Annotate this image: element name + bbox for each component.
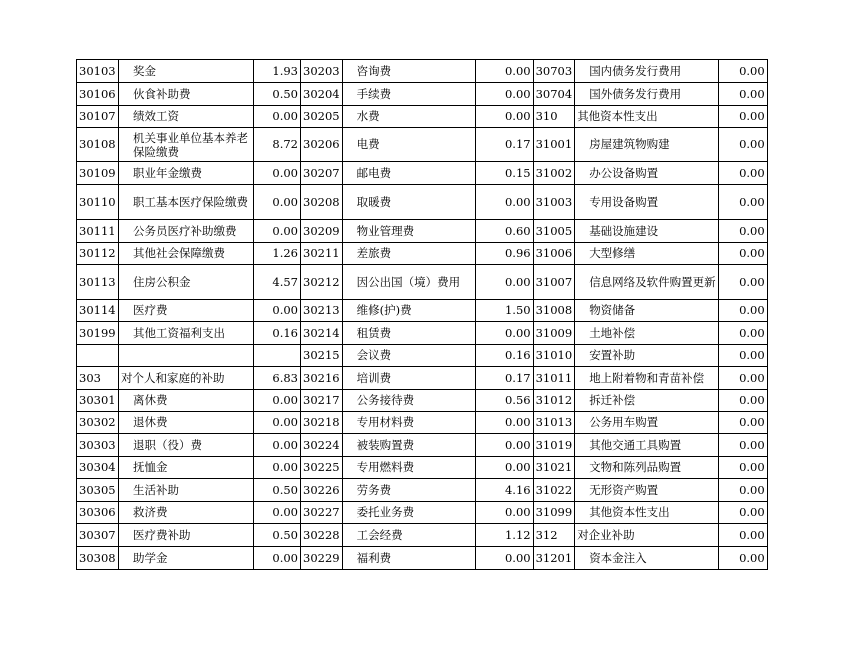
item-amount: 0.00: [475, 502, 533, 524]
item-code: 30703: [533, 60, 575, 83]
item-name: 大型修缮: [575, 243, 719, 265]
item-name: 水费: [342, 106, 475, 128]
item-name: 租赁费: [342, 322, 475, 345]
item-name: 公务接待费: [342, 390, 475, 412]
item-code: 30225: [301, 457, 343, 479]
item-code: 31001: [533, 128, 575, 162]
item-name: 救济费: [119, 502, 254, 524]
item-name: 伙食补助费: [119, 83, 254, 106]
item-code: 312: [533, 524, 575, 547]
item-code: 30306: [77, 502, 119, 524]
item-code: 30218: [301, 412, 343, 434]
item-amount: 0.00: [718, 60, 767, 83]
table-row: [77, 60, 768, 83]
item-amount: 0.15: [475, 162, 533, 185]
table-row: [77, 322, 768, 345]
item-name: 专用燃料费: [342, 457, 475, 479]
table-row: [77, 106, 768, 128]
item-name: 基础设施建设: [575, 220, 719, 243]
item-name: 奖金: [119, 60, 254, 83]
item-name: 拆迁补偿: [575, 390, 719, 412]
item-amount: 0.00: [254, 434, 301, 457]
item-code: 30305: [77, 479, 119, 502]
item-name: 培训费: [342, 367, 475, 390]
item-code: 31022: [533, 479, 575, 502]
table-row: [77, 457, 768, 479]
table-row: [77, 243, 768, 265]
item-amount: 0.00: [254, 412, 301, 434]
item-code: 30215: [301, 345, 343, 367]
item-name: 委托业务费: [342, 502, 475, 524]
table-body: [77, 60, 768, 570]
item-name: 会议费: [342, 345, 475, 367]
item-amount: 0.00: [254, 502, 301, 524]
item-code: 30109: [77, 162, 119, 185]
item-amount: 0.00: [718, 479, 767, 502]
item-amount: 0.00: [254, 547, 301, 570]
table-row: [77, 162, 768, 185]
item-amount: 0.00: [475, 547, 533, 570]
item-amount: [254, 345, 301, 367]
item-amount: 0.00: [718, 128, 767, 162]
item-name: 专用材料费: [342, 412, 475, 434]
item-amount: 0.00: [254, 220, 301, 243]
item-amount: 0.00: [475, 434, 533, 457]
item-code: 30114: [77, 300, 119, 322]
item-code: 30112: [77, 243, 119, 265]
item-code: 30211: [301, 243, 343, 265]
item-name: 专用设备购置: [575, 185, 719, 220]
item-name: 抚恤金: [119, 457, 254, 479]
item-code: 31006: [533, 243, 575, 265]
item-name: 国内债务发行费用: [575, 60, 719, 83]
item-amount: 0.00: [718, 412, 767, 434]
item-name: 离休费: [119, 390, 254, 412]
item-code: 31009: [533, 322, 575, 345]
item-name: 被装购置费: [342, 434, 475, 457]
item-name: 取暖费: [342, 185, 475, 220]
item-code: 31010: [533, 345, 575, 367]
item-amount: 0.50: [254, 524, 301, 547]
item-amount: 0.00: [718, 185, 767, 220]
item-code: 31008: [533, 300, 575, 322]
item-code: 30207: [301, 162, 343, 185]
item-name: 机关事业单位基本养老保险缴费: [119, 128, 254, 162]
item-amount: 6.83: [254, 367, 301, 390]
item-code: 30213: [301, 300, 343, 322]
item-code: 30206: [301, 128, 343, 162]
item-code: 30208: [301, 185, 343, 220]
item-name: 房屋建筑物购建: [575, 128, 719, 162]
item-amount: 0.00: [718, 367, 767, 390]
item-amount: 0.00: [718, 390, 767, 412]
item-amount: 0.50: [254, 83, 301, 106]
item-amount: 0.00: [718, 106, 767, 128]
item-name: 医疗费补助: [119, 524, 254, 547]
item-name: 差旅费: [342, 243, 475, 265]
item-amount: 0.56: [475, 390, 533, 412]
item-amount: 1.50: [475, 300, 533, 322]
item-amount: 4.57: [254, 265, 301, 300]
item-code: 31012: [533, 390, 575, 412]
item-code: 30107: [77, 106, 119, 128]
item-code: 30307: [77, 524, 119, 547]
item-code: [77, 345, 119, 367]
item-code: 31013: [533, 412, 575, 434]
item-amount: 0.00: [475, 60, 533, 83]
item-name: 信息网络及软件购置更新: [575, 265, 719, 300]
item-name: 因公出国（境）费用: [342, 265, 475, 300]
item-name: 国外债务发行费用: [575, 83, 719, 106]
item-code: 30111: [77, 220, 119, 243]
item-name: 其他工资福利支出: [119, 322, 254, 345]
item-code: 30229: [301, 547, 343, 570]
item-code: 31003: [533, 185, 575, 220]
table-row: [77, 265, 768, 300]
item-amount: 0.16: [254, 322, 301, 345]
item-name: 手续费: [342, 83, 475, 106]
item-amount: 0.00: [475, 265, 533, 300]
item-code: 31007: [533, 265, 575, 300]
item-amount: 0.00: [718, 243, 767, 265]
item-amount: 0.00: [254, 390, 301, 412]
item-amount: 0.00: [475, 322, 533, 345]
table-row: [77, 412, 768, 434]
table-row: [77, 524, 768, 547]
item-name: 土地补偿: [575, 322, 719, 345]
item-name: 资本金注入: [575, 547, 719, 570]
item-code: 30704: [533, 83, 575, 106]
item-name: 办公设备购置: [575, 162, 719, 185]
item-amount: 8.72: [254, 128, 301, 162]
item-code: 31019: [533, 434, 575, 457]
item-code: 30216: [301, 367, 343, 390]
item-amount: 0.00: [718, 502, 767, 524]
item-amount: 0.00: [718, 457, 767, 479]
item-amount: 0.00: [254, 457, 301, 479]
item-code: 30108: [77, 128, 119, 162]
item-name: 安置补助: [575, 345, 719, 367]
item-code: 30228: [301, 524, 343, 547]
item-amount: 0.00: [718, 265, 767, 300]
item-amount: 4.16: [475, 479, 533, 502]
table-row: [77, 185, 768, 220]
item-name: 无形资产购置: [575, 479, 719, 502]
item-code: 30214: [301, 322, 343, 345]
item-amount: 0.60: [475, 220, 533, 243]
item-amount: 0.50: [254, 479, 301, 502]
item-amount: 0.00: [475, 457, 533, 479]
item-name: 维修(护)费: [342, 300, 475, 322]
item-amount: 0.00: [718, 162, 767, 185]
item-code: 30205: [301, 106, 343, 128]
item-amount: 0.96: [475, 243, 533, 265]
table-row: [77, 502, 768, 524]
item-code: 30209: [301, 220, 343, 243]
item-code: 31021: [533, 457, 575, 479]
item-code: 30301: [77, 390, 119, 412]
table-row: [77, 367, 768, 390]
item-name: 医疗费: [119, 300, 254, 322]
item-name: 职工基本医疗保险缴费: [119, 185, 254, 220]
item-amount: 0.00: [718, 434, 767, 457]
item-name: 物资储备: [575, 300, 719, 322]
item-name: 其他资本性支出: [575, 106, 719, 128]
item-name: 生活补助: [119, 479, 254, 502]
item-code: 303: [77, 367, 119, 390]
item-code: 30224: [301, 434, 343, 457]
item-name: 对企业补助: [575, 524, 719, 547]
item-amount: 0.00: [254, 300, 301, 322]
item-code: 30199: [77, 322, 119, 345]
item-code: 30204: [301, 83, 343, 106]
item-code: 31011: [533, 367, 575, 390]
item-code: 31201: [533, 547, 575, 570]
item-code: 31002: [533, 162, 575, 185]
item-name: 退职（役）费: [119, 434, 254, 457]
table-row: [77, 434, 768, 457]
item-name: 电费: [342, 128, 475, 162]
item-code: 30303: [77, 434, 119, 457]
item-code: 30113: [77, 265, 119, 300]
item-code: 30217: [301, 390, 343, 412]
item-code: 30203: [301, 60, 343, 83]
item-amount: 0.00: [718, 322, 767, 345]
item-amount: 0.00: [475, 83, 533, 106]
table-row: [77, 547, 768, 570]
item-amount: 0.00: [254, 106, 301, 128]
item-code: 30110: [77, 185, 119, 220]
item-code: 310: [533, 106, 575, 128]
item-amount: 0.00: [718, 300, 767, 322]
item-code: 30302: [77, 412, 119, 434]
item-amount: 1.12: [475, 524, 533, 547]
table-row: [77, 345, 768, 367]
item-code: 30212: [301, 265, 343, 300]
item-name: 物业管理费: [342, 220, 475, 243]
item-amount: 0.00: [718, 547, 767, 570]
table-row: [77, 479, 768, 502]
item-name: 邮电费: [342, 162, 475, 185]
item-amount: 0.00: [254, 162, 301, 185]
item-amount: 0.17: [475, 128, 533, 162]
table-row: [77, 300, 768, 322]
item-name: 绩效工资: [119, 106, 254, 128]
item-amount: 0.00: [254, 185, 301, 220]
item-amount: 1.26: [254, 243, 301, 265]
item-amount: 0.00: [718, 345, 767, 367]
item-name: 其他社会保障缴费: [119, 243, 254, 265]
item-name: 公务员医疗补助缴费: [119, 220, 254, 243]
item-name: 公务用车购置: [575, 412, 719, 434]
table-row: [77, 390, 768, 412]
item-amount: 0.00: [475, 106, 533, 128]
item-name: 住房公积金: [119, 265, 254, 300]
expenditure-table: [76, 59, 768, 570]
item-name: 咨询费: [342, 60, 475, 83]
item-name: 退休费: [119, 412, 254, 434]
item-name: 福利费: [342, 547, 475, 570]
item-amount: 0.00: [718, 524, 767, 547]
item-code: 31099: [533, 502, 575, 524]
item-amount: 0.00: [475, 412, 533, 434]
item-amount: 1.93: [254, 60, 301, 83]
table-row: [77, 220, 768, 243]
item-name: 工会经费: [342, 524, 475, 547]
item-code: 30304: [77, 457, 119, 479]
item-name: 其他资本性支出: [575, 502, 719, 524]
item-name: [119, 345, 254, 367]
table-row: [77, 128, 768, 162]
item-amount: 0.00: [718, 220, 767, 243]
item-name: 地上附着物和青苗补偿: [575, 367, 719, 390]
item-name: 对个人和家庭的补助: [119, 367, 254, 390]
item-amount: 0.00: [718, 83, 767, 106]
item-amount: 0.17: [475, 367, 533, 390]
table-row: [77, 83, 768, 106]
item-name: 文物和陈列品购置: [575, 457, 719, 479]
item-amount: 0.00: [475, 185, 533, 220]
item-code: 30106: [77, 83, 119, 106]
item-name: 助学金: [119, 547, 254, 570]
item-code: 30308: [77, 547, 119, 570]
item-code: 31005: [533, 220, 575, 243]
item-code: 30226: [301, 479, 343, 502]
item-name: 其他交通工具购置: [575, 434, 719, 457]
item-name: 劳务费: [342, 479, 475, 502]
item-code: 30227: [301, 502, 343, 524]
item-code: 30103: [77, 60, 119, 83]
item-name: 职业年金缴费: [119, 162, 254, 185]
item-amount: 0.16: [475, 345, 533, 367]
